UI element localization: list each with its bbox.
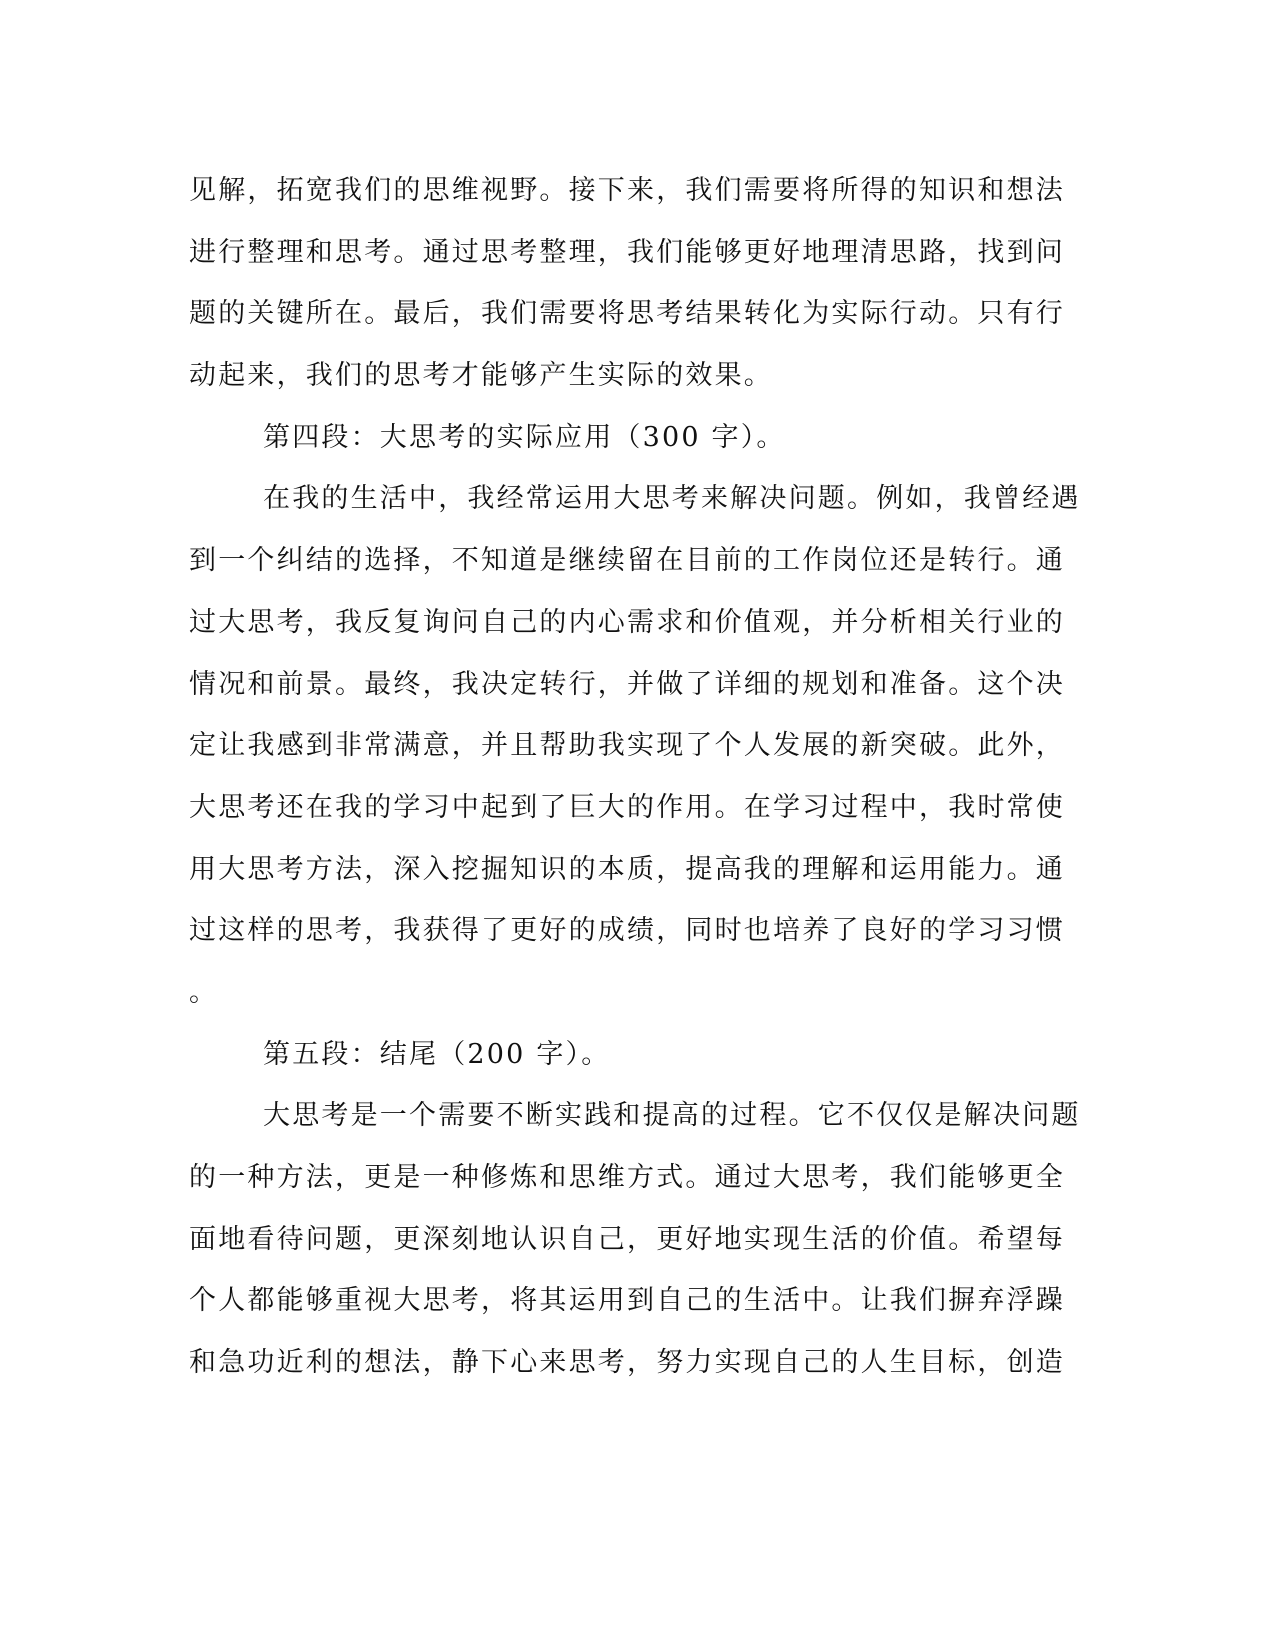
paragraph-4-line-7: 用大思考方法，深入挖掘知识的本质，提高我的理解和运用能力。通	[189, 853, 1065, 885]
paragraph-5-line-3: 面地看待问题，更深刻地认识自己，更好地实现生活的价值。希望每	[189, 1223, 1065, 1255]
paragraph-4-line-5: 定让我感到非常满意，并且帮助我实现了个人发展的新突破。此外，	[189, 730, 1065, 762]
paragraph-4-line-4: 情况和前景。最终，我决定转行，并做了详细的规划和准备。这个决	[189, 668, 1065, 700]
paragraph-4-line-1: 在我的生活中，我经常运用大思考来解决问题。例如，我曾经遇	[263, 483, 1081, 515]
paragraph-3-line-4: 动起来，我们的思考才能够产生实际的效果。	[189, 360, 773, 392]
paragraph-4-line-8: 过这样的思考，我获得了更好的成绩，同时也培养了良好的学习习惯	[189, 915, 1065, 947]
section-5-heading: 第五段：结尾（200 字）。	[263, 1038, 611, 1070]
document-body	[189, 160, 1089, 1394]
paragraph-3-line-2: 进行整理和思考。通过思考整理，我们能够更好地理清思路，找到问	[189, 236, 1065, 268]
paragraph-4-line-9: 。	[189, 976, 219, 1008]
paragraph-4-line-3: 过大思考，我反复询问自己的内心需求和价值观，并分析相关行业的	[189, 606, 1065, 638]
paragraph-5-line-2: 的一种方法，更是一种修炼和思维方式。通过大思考，我们能够更全	[189, 1162, 1065, 1193]
paragraph-4-line-6: 大思考还在我的学习中起到了巨大的作用。在学习过程中，我时常使	[189, 791, 1065, 823]
paragraph-3-line-1: 见解，拓宽我们的思维视野。接下来，我们需要将所得的知识和想法	[189, 175, 1065, 206]
section-4-heading: 第四段：大思考的实际应用（300 字）。	[263, 421, 786, 453]
paragraph-4-line-2: 到一个纠结的选择，不知道是继续留在目前的工作岗位还是转行。通	[189, 545, 1065, 577]
paragraph-5-line-4: 个人都能够重视大思考，将其运用到自己的生活中。让我们摒弃浮躁	[189, 1285, 1065, 1317]
paragraph-3-line-3: 题的关键所在。最后，我们需要将思考结果转化为实际行动。只有行	[189, 298, 1065, 330]
paragraph-5-line-5: 和急功近利的想法，静下心来思考，努力实现自己的人生目标，创造	[189, 1347, 1065, 1379]
paragraph-5-line-1: 大思考是一个需要不断实践和提高的过程。它不仅仅是解决问题	[263, 1100, 1081, 1132]
